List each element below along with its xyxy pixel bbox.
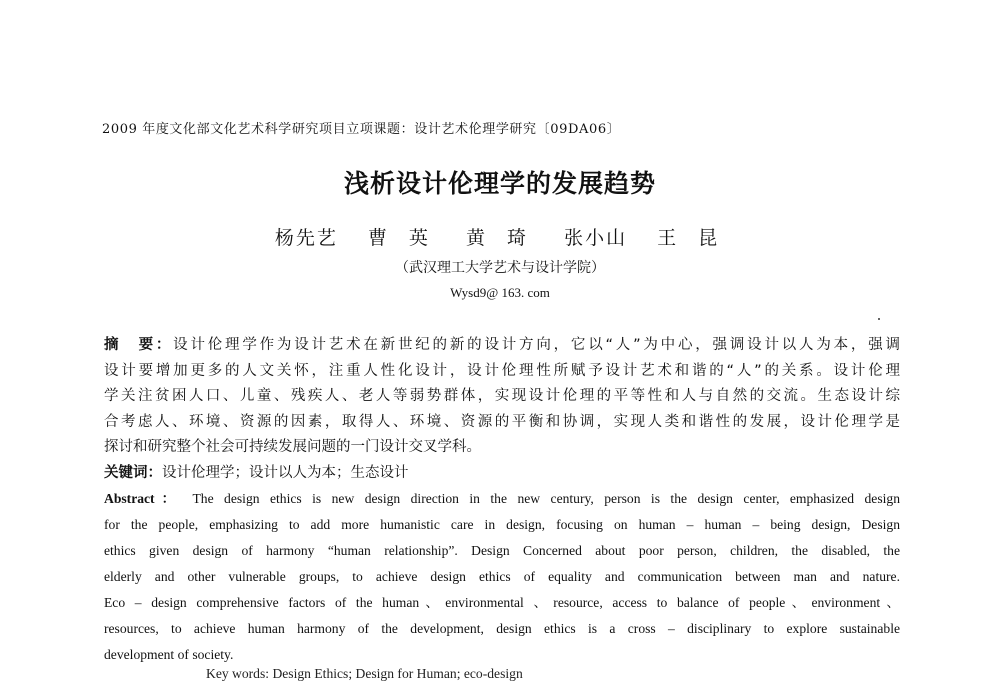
abstract-line: Eco – design comprehensive factors of the human、environmental 、resource, access to balance of people、environment、 — [104, 595, 900, 610]
abstract-line: 设计要增加更多的人文关怀，注重人性化设计，设计伦理性所赋予设计艺术和谐的“人”的关系。设计伦理 — [104, 362, 900, 379]
paper-title: 浅析设计伦理学的发展趋势 — [343, 169, 656, 198]
author-email: Wysd9@ 163. com — [450, 285, 550, 300]
author-name: 杨先艺 — [274, 227, 338, 249]
author-list — [0, 225, 1000, 251]
abstract-line: 摘 要：设计伦理学作为设计艺术在新世纪的新的设计方向，它以“人”为中心，强调设计以人为本，强调 — [104, 337, 900, 353]
author-name: 王 昆 — [657, 227, 726, 249]
author-name: 张小山 — [564, 227, 628, 249]
abstract-label: Abstract： — [104, 491, 183, 506]
english-abstract — [104, 486, 900, 668]
funding-note: 2009 年度文化部文化艺术科学研究项目立项课题：设计艺术伦理学研究〔09DA06〕 — [102, 122, 621, 137]
scan-artifact-dot — [878, 318, 880, 320]
abstract-line: elderly and other vulnerable groups, to achieve design ethics of equality and communication between man and nature. — [104, 569, 900, 584]
abstract-line: resources, to achieve human harmony of the development, design ethics is a cross – disciplinary to explore sustainable — [104, 621, 900, 636]
abstract-line: for the people, emphasizing to add more humanistic care in design, focusing on human – human – being design, Design — [104, 517, 900, 532]
abstract-line: 探讨和研究整个社会可持续发展问题的一门设计交叉学科。 — [104, 439, 481, 455]
chinese-abstract — [104, 333, 900, 461]
author-name: 曹 英 — [367, 227, 436, 249]
cut-off-keywords-line: Key words: Design Ethics; Design for Human; eco-design — [206, 666, 523, 681]
abstract-line: development of society. — [104, 647, 234, 662]
author-name: 黄 琦 — [465, 227, 535, 249]
affiliation: （武汉理工大学艺术与设计学院） — [395, 260, 605, 276]
abstract-line: ethics given design of harmony “human relationship”. Design Concerned about poor person, children, the disabled, the — [104, 543, 900, 558]
keywords-label: 关键词： — [104, 465, 162, 481]
abstract-line: 合考虑人、环境、资源的因素，取得人、环境、资源的平衡和协调，实现人类和谐性的发展，设计伦理学是 — [104, 413, 900, 430]
keywords-text: 设计伦理学；设计以人为本；生态设计 — [162, 465, 409, 481]
abstract-label: 摘 要： — [104, 337, 174, 353]
keywords — [104, 461, 900, 485]
abstract-line: Abstract： The design ethics is new design direction in the new century, person is the design center, emphasized design — [104, 491, 900, 506]
abstract-line: 学关注贫困人口、儿童、残疾人、老人等弱势群体，实现设计伦理的平等性和人与自然的交流。生态设计综 — [104, 388, 900, 404]
